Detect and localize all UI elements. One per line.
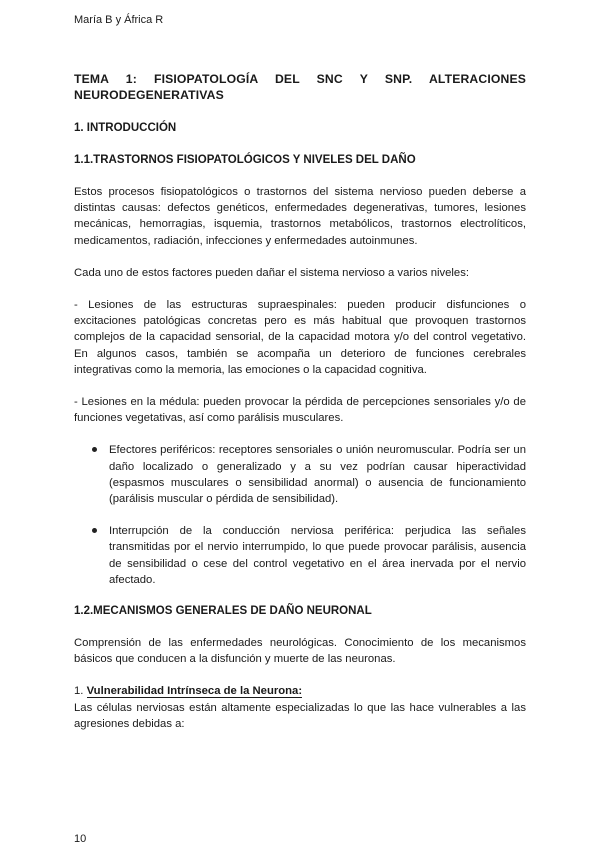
- bullet-text-efectores: Efectores periféricos: receptores sensoriales o unión neuromuscular. Podría ser un daño localizado o generalizado y a su vez podrían causar hiperactividad (espasmos musculares o sensibilidad anormal) o ausencia de funcionamiento (parálisis muscular o pérdida de sensibilidad).: [109, 444, 526, 506]
- list-item: [74, 442, 526, 507]
- page-number: 10: [74, 833, 87, 845]
- page-header-authors: María B y África R: [74, 14, 164, 26]
- paragraph-niveles: Cada uno de estos factores pueden dañar el sistema nervioso a varios niveles:: [74, 266, 469, 279]
- paragraph-supraespinales: - Lesiones de las estructuras supraespinales: pueden producir disfunciones o excitaciones patológicas concretas pero es más habitual que provoquen trastornos complejos de la capacidad sensorial, de la capacidad motora y/o del control vegetativo. En algunos casos, también se acompaña un deterioro de funciones cerebrales integrativas como la memoria, las emociones o la capacidad cognitiva.: [74, 299, 526, 376]
- section-heading-introduccion: 1. INTRODUCCIÓN: [74, 122, 177, 134]
- paragraph-medula: - Lesiones en la médula: pueden provocar la pérdida de percepciones sensoriales y/o de funciones vegetativas, así como parálisis musculares.: [74, 396, 526, 425]
- subsection-heading-mecanismos: 1.2.MECANISMOS GENERALES DE DAÑO NEURONAL: [74, 605, 372, 618]
- bullet-icon: [92, 528, 97, 533]
- page-content: [74, 71, 526, 732]
- title-line-2: NEURODEGENERATIVAS: [74, 88, 224, 102]
- bullet-list: [74, 442, 526, 588]
- bullet-icon: [92, 447, 97, 452]
- document-title: [74, 71, 526, 103]
- vulnerabilidad-title: Vulnerabilidad Intrínseca de la Neurona:: [86, 685, 303, 698]
- vulnerabilidad-number: 1.: [74, 685, 87, 698]
- subsection-heading-trastornos: 1.1.TRASTORNOS FISIOPATOLÓGICOS Y NIVELES DEL DAÑO: [74, 154, 416, 166]
- paragraph-comprension: Comprensión de las enfermedades neurológicas. Conocimiento de los mecanismos básicos que conducen a la disfunción y muerte de las neuronas.: [74, 637, 526, 666]
- paragraph-causas: Estos procesos fisiopatológicos o trastornos del sistema nervioso pueden deberse a distintas causas: defectos genéticos, enfermedades degenerativas, tumores, lesiones mecánicas, hemorragias, isquemia, trastornos metabólicos, trastornos electrolíticos, medicamentos, radiación, infecciones y enfermedades autoinmunes.: [74, 186, 526, 247]
- list-item: [74, 523, 526, 588]
- bullet-text-interrupcion: Interrupción de la conducción nerviosa periférica: perjudica las señales transmitidas por el nervio interrumpido, lo que puede provocar parálisis, ausencia de sensibilidad o cese del control vegetativo en el área inervada por el nervio afectado.: [109, 525, 526, 586]
- numbered-heading-vulnerabilidad: [74, 683, 526, 699]
- title-line-1: TEMA 1: FISIOPATOLOGÍA DEL SNC Y SNP. ALTERACIONES: [74, 72, 526, 86]
- paragraph-celulas: Las células nerviosas están altamente especializadas lo que las hace vulnerables a las agresiones debidas a:: [74, 701, 526, 730]
